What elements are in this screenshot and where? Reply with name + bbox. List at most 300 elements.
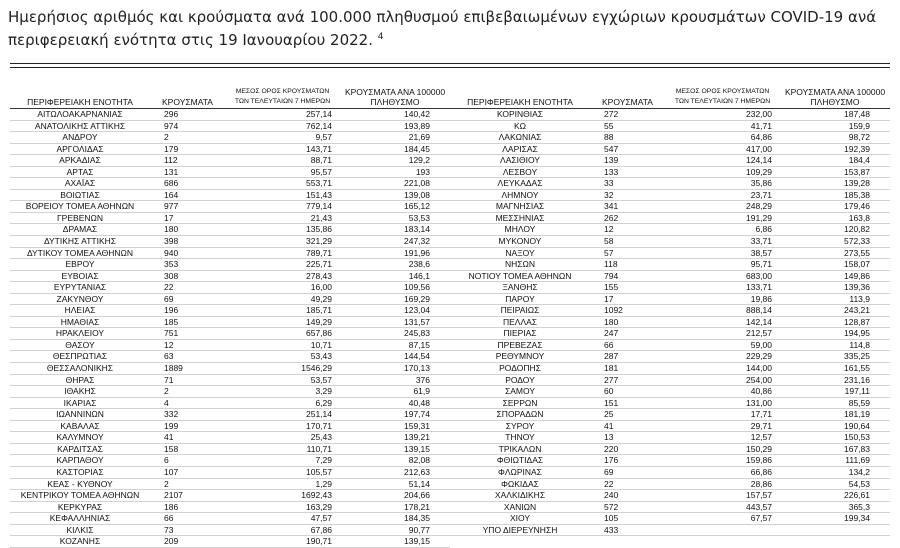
cell-seven-day-average: 779,14	[306, 201, 332, 212]
cell-seven-day-average: 29,71	[750, 420, 772, 431]
cell-seven-day-average: 7,29	[315, 455, 332, 466]
cell-per-100k: 167,83	[844, 443, 870, 454]
table-row	[450, 375, 890, 387]
cell-per-100k: 153,87	[844, 166, 870, 177]
table-row	[450, 201, 890, 213]
top-rule-second	[10, 67, 890, 68]
left-table-header	[10, 70, 450, 107]
cell-per-100k: 197,74	[404, 409, 430, 420]
table-row	[10, 213, 450, 225]
cell-seven-day-average: 66,86	[750, 466, 772, 477]
cell-region: ΠΑΡΟΥ	[505, 293, 535, 304]
cell-cases: 151	[604, 397, 619, 408]
cell-region: ΕΥΒΟΙΑΣ	[61, 270, 99, 281]
cell-cases: 41	[604, 420, 614, 431]
table-row	[450, 190, 890, 202]
cell-seven-day-average: 110,71	[306, 443, 332, 454]
cell-seven-day-average: 185,71	[306, 305, 332, 316]
table-row	[10, 282, 450, 294]
cell-cases: 977	[164, 201, 179, 212]
header-per-line2: ΠΛΗΘΥΣΜΟ	[370, 97, 420, 107]
table-row	[10, 490, 450, 502]
cell-cases: 13	[604, 432, 614, 443]
cell-per-100k: 150,53	[844, 432, 870, 443]
cell-cases: 58	[604, 236, 614, 247]
cell-region: ΤΡΙΚΑΛΩΝ	[498, 443, 542, 454]
cell-cases: 25	[604, 409, 614, 420]
cell-per-100k: 139,15	[404, 443, 430, 454]
cell-per-100k: 158,07	[844, 259, 870, 270]
cell-per-100k: 243,21	[844, 305, 870, 316]
cell-region: ΔΥΤΙΚΗΣ ΑΤΤΙΚΗΣ	[43, 236, 117, 247]
cell-region: ΔΡΑΜΑΣ	[62, 224, 98, 235]
table-row	[450, 317, 890, 329]
cell-seven-day-average: 109,29	[746, 166, 772, 177]
cell-region: ΚΑΡΔΙΤΣΑΣ	[57, 443, 103, 454]
top-rule	[10, 63, 890, 64]
table-row	[10, 479, 450, 491]
cell-seven-day-average: 40,86	[750, 386, 772, 397]
cell-per-100k: 191,96	[404, 247, 430, 258]
header-cases: ΚΡΟΥΣΜΑΤΑ	[162, 97, 213, 107]
cell-seven-day-average: 789,71	[306, 247, 332, 258]
cell-seven-day-average: 25,43	[310, 432, 332, 443]
cell-cases: 572	[604, 501, 619, 512]
cell-cases: 686	[164, 178, 179, 189]
table-row	[10, 144, 450, 156]
cell-cases: 353	[164, 259, 179, 270]
table-row	[10, 502, 450, 514]
cell-region: ΚΙΛΚΙΣ	[66, 524, 94, 535]
cell-per-100k: 197,11	[844, 386, 870, 397]
cell-seven-day-average: 12,57	[750, 432, 772, 443]
header-avg-line2: ΤΩΝ ΤΕΛΕΥΤΑΙΩΝ 7 ΗΜΕΡΩΝ	[234, 98, 331, 105]
cell-region: ΤΗΝΟΥ	[505, 432, 535, 443]
cell-seven-day-average: 49,29	[310, 293, 332, 304]
table-row	[10, 132, 450, 144]
cell-region: ΚΟΖΑΝΗΣ	[59, 536, 101, 547]
table-row	[10, 351, 450, 363]
cell-cases: 751	[164, 328, 179, 339]
cell-seven-day-average: 9,57	[315, 132, 332, 143]
left-data-table	[10, 109, 450, 548]
cell-region: ΑΡΤΑΣ	[66, 166, 94, 177]
cell-seven-day-average: 248,29	[746, 201, 772, 212]
cell-per-100k: 161,55	[844, 363, 870, 374]
cell-seven-day-average: 151,43	[306, 189, 332, 200]
cell-region: ΑΧΑΪΑΣ	[64, 178, 96, 189]
header-seven-day-average	[225, 87, 340, 107]
cell-cases: 22	[164, 282, 174, 293]
cell-cases: 12	[164, 339, 174, 350]
cell-seven-day-average: 212,57	[746, 328, 772, 339]
cell-seven-day-average: 19,86	[750, 293, 772, 304]
table-row	[10, 294, 450, 306]
cell-region: ΗΛΕΙΑΣ	[64, 305, 96, 316]
cell-per-100k: 179,46	[844, 201, 870, 212]
title-text: Ημερήσιος αριθμός και κρούσματα ανά 100.000 πληθυσμού επιβεβαιωμένων εγχώριων κρουσμάτων COVID-19 ανά περιφερειακή ενότητα στις 19 Ιανουαρίου 2022.	[8, 8, 877, 49]
table-row	[10, 224, 450, 236]
cell-cases: 105	[604, 513, 619, 524]
cell-region: ΝΗΣΩΝ	[504, 259, 536, 270]
cell-per-100k: 139,15	[404, 536, 430, 547]
cell-cases: 2107	[164, 490, 183, 501]
cell-seven-day-average: 163,29	[306, 501, 332, 512]
cell-region: ΚΩ	[513, 120, 527, 131]
table-row	[10, 271, 450, 283]
header-avg-line1: ΜΕΣΟΣ ΟΡΟΣ ΚΡΟΥΣΜΑΤΩΝ	[235, 88, 330, 95]
cell-cases: 131	[164, 166, 179, 177]
cell-cases: 73	[164, 524, 174, 535]
table-row	[450, 455, 890, 467]
cell-per-100k: 165,12	[404, 201, 430, 212]
cell-cases: 2	[164, 386, 169, 397]
cell-cases: 308	[164, 270, 179, 281]
cell-cases: 180	[164, 224, 179, 235]
cell-per-100k: 221,08	[404, 178, 430, 189]
cell-seven-day-average: 1546,29	[301, 363, 332, 374]
cell-seven-day-average: 278,43	[306, 270, 332, 281]
cell-cases: 433	[604, 524, 619, 535]
table-row	[10, 305, 450, 317]
cell-region: ΘΑΣΟΥ	[65, 339, 95, 350]
cell-region: ΣΠΟΡΑΔΩΝ	[496, 409, 544, 420]
cell-per-100k: 131,57	[404, 316, 430, 327]
table-row	[450, 236, 890, 248]
cell-cases: 22	[604, 478, 614, 489]
cell-seven-day-average: 144,00	[746, 363, 772, 374]
table-row	[450, 386, 890, 398]
cell-region: ΡΟΔΟΥ	[505, 374, 535, 385]
cell-per-100k	[780, 525, 890, 536]
cell-per-100k: 199,34	[844, 513, 870, 524]
cell-per-100k: 181,19	[844, 409, 870, 420]
cell-region: ΒΟΙΩΤΙΑΣ	[60, 189, 100, 200]
cell-region: ΧΑΛΚΙΔΙΚΗΣ	[494, 490, 546, 501]
cell-per-100k: 120,82	[844, 224, 870, 235]
table-row	[450, 513, 890, 525]
cell-seven-day-average: 170,71	[306, 420, 332, 431]
cell-cases: 1889	[164, 363, 183, 374]
cell-region: ΗΜΑΘΙΑΣ	[60, 316, 100, 327]
table-row	[450, 467, 890, 479]
cell-region: ΧΙΟΥ	[509, 513, 531, 524]
cell-cases: 41	[164, 432, 174, 443]
cell-cases: 118	[604, 259, 618, 270]
cell-cases: 71	[164, 374, 174, 385]
cell-per-100k: 144,54	[404, 351, 430, 362]
table-row	[10, 201, 450, 213]
table-row	[10, 167, 450, 179]
cell-per-100k: 187,48	[844, 109, 870, 119]
cell-cases: 32	[604, 189, 614, 200]
table-row	[10, 190, 450, 202]
cell-per-100k: 114,8	[849, 339, 870, 350]
cell-region: ΚΟΡΙΝΘΙΑΣ	[496, 109, 544, 119]
header-per-line2: ΠΛΗΘΥΣΜΟ	[810, 97, 860, 107]
cell-cases: 6	[164, 455, 169, 466]
cell-cases: 547	[604, 143, 619, 154]
cell-per-100k: 193	[415, 166, 430, 177]
table-row	[450, 340, 890, 352]
cell-seven-day-average: 553,71	[306, 178, 332, 189]
cell-cases: 63	[164, 351, 174, 362]
cell-seven-day-average: 10,71	[310, 339, 332, 350]
cell-cases: 209	[164, 536, 179, 547]
table-row	[10, 467, 450, 479]
cell-seven-day-average: 683,00	[746, 270, 772, 281]
cell-region: ΛΗΜΝΟΥ	[501, 189, 539, 200]
cell-seven-day-average: 143,71	[306, 143, 332, 154]
table-row	[450, 328, 890, 340]
table-row	[450, 421, 890, 433]
table-row	[10, 121, 450, 133]
cell-region: ΛΕΣΒΟΥ	[502, 166, 538, 177]
cell-cases: 220	[604, 443, 619, 454]
cell-per-100k: 159,9	[848, 120, 870, 131]
cell-cases: 180	[604, 316, 619, 327]
table-row	[450, 305, 890, 317]
cell-region: ΛΑΡΙΣΑΣ	[502, 143, 538, 154]
cell-region: ΚΕΦΑΛΛΗΝΙΑΣ	[49, 513, 111, 524]
cell-per-100k: 212,63	[404, 466, 430, 477]
cell-region: ΣΥΡΟΥ	[505, 420, 535, 431]
table-row	[450, 271, 890, 283]
cell-per-100k: 183,14	[404, 224, 430, 235]
cell-region: ΜΕΣΣΗΝΙΑΣ	[495, 212, 545, 223]
cell-region: ΗΡΑΚΛΕΙΟΥ	[55, 328, 105, 339]
cell-seven-day-average: 150,29	[746, 443, 772, 454]
cell-seven-day-average: 254,00	[746, 374, 772, 385]
cell-cases: 164	[164, 189, 179, 200]
cell-per-100k: 163,8	[848, 212, 870, 223]
cell-cases: 12	[604, 224, 614, 235]
cell-seven-day-average: 157,57	[746, 490, 772, 501]
cell-cases: 88	[604, 132, 614, 143]
cell-per-100k: 85,59	[848, 397, 870, 408]
cell-cases: 4	[164, 397, 169, 408]
table-row	[450, 259, 890, 271]
cell-region: ΦΛΩΡΙΝΑΣ	[498, 466, 542, 477]
cell-region: ΜΑΓΝΗΣΙΑΣ	[495, 201, 545, 212]
cell-seven-day-average: 53,57	[310, 374, 332, 385]
cell-cases: 57	[604, 247, 614, 258]
cell-cases: 2	[164, 132, 169, 143]
cell-region: ΛΑΣΙΘΙΟΥ	[500, 155, 540, 166]
table-row	[450, 121, 890, 133]
cell-per-100k: 169,29	[404, 293, 430, 304]
cell-cases: 1092	[604, 305, 623, 316]
cell-region: ΠΡΕΒΕΖΑΣ	[497, 339, 543, 350]
cell-cases: 332	[164, 409, 179, 420]
title-footnote: 4	[377, 32, 384, 42]
right-data-table	[450, 109, 890, 536]
cell-seven-day-average: 105,57	[306, 466, 332, 477]
table-row	[10, 236, 450, 248]
cell-region: ΚΑΡΠΑΘΟΥ	[56, 455, 104, 466]
header-avg-line1: ΜΕΣΟΣ ΟΡΟΣ ΚΡΟΥΣΜΑΤΩΝ	[675, 88, 770, 95]
cell-per-100k: 365,3	[848, 501, 870, 512]
cell-per-100k: 231,16	[844, 374, 870, 385]
cell-cases: 112	[164, 155, 178, 166]
cell-seven-day-average: 64,86	[750, 132, 772, 143]
table-row	[10, 444, 450, 456]
table-row	[450, 213, 890, 225]
cell-per-100k: 572,33	[844, 236, 870, 247]
cell-region: ΒΟΡΕΙΟΥ ΤΟΜΕΑ ΑΘΗΝΩΝ	[25, 201, 135, 212]
table-row	[450, 479, 890, 491]
cell-per-100k: 139,28	[844, 178, 870, 189]
right-table-header	[450, 70, 890, 107]
cell-per-100k: 90,77	[408, 524, 430, 535]
cell-region: ΡΟΔΟΠΗΣ	[499, 363, 541, 374]
table-row	[10, 536, 450, 548]
cell-per-100k: 185,38	[844, 189, 870, 200]
header-avg-line2: ΤΩΝ ΤΕΛΕΥΤΑΙΩΝ 7 ΗΜΕΡΩΝ	[674, 98, 771, 105]
cell-region: ΔΥΤΙΚΟΥ ΤΟΜΕΑ ΑΘΗΝΩΝ	[26, 247, 134, 258]
cell-seven-day-average: 142,14	[746, 316, 772, 327]
table-row	[450, 490, 890, 502]
cell-cases: 69	[604, 466, 614, 477]
cell-region: ΚΑΣΤΟΡΙΑΣ	[56, 466, 104, 477]
cell-per-100k: 376	[415, 374, 430, 385]
cell-region: ΚΕΝΤΡΙΚΟΥ ΤΟΜΕΑ ΑΘΗΝΩΝ	[20, 490, 140, 501]
header-seven-day-average	[665, 87, 780, 107]
cell-per-100k: 159,31	[404, 420, 430, 431]
cell-cases: 66	[604, 339, 614, 350]
table-row	[10, 386, 450, 398]
cell-seven-day-average: 131,00	[746, 397, 772, 408]
cell-per-100k: 128,87	[844, 316, 870, 327]
cell-seven-day-average: 35,86	[750, 178, 772, 189]
header-region: ΠΕΡΙΦΕΡΕΙΑΚΗ ΕΝΟΤΗΤΑ	[27, 97, 133, 107]
cell-per-100k: 123,04	[404, 305, 430, 316]
cell-region: ΠΕΙΡΑΙΩΣ	[500, 305, 540, 316]
cell-cases: 155	[604, 282, 619, 293]
cell-seven-day-average: 95,71	[750, 259, 772, 270]
cell-per-100k: 53,53	[408, 212, 430, 223]
cell-seven-day-average: 135,86	[306, 224, 332, 235]
table-row	[10, 409, 450, 421]
cell-region: ΝΑΞΟΥ	[505, 247, 535, 258]
table-row	[10, 432, 450, 444]
cell-seven-day-average: 59,00	[750, 339, 772, 350]
cell-region: ΙΩΑΝΝΙΝΩΝ	[56, 409, 104, 420]
table-row	[450, 294, 890, 306]
table-row	[450, 155, 890, 167]
cell-region: ΝΟΤΙΟΥ ΤΟΜΕΑ ΑΘΗΝΩΝ	[468, 270, 572, 281]
cell-region: ΛΕΥΚΑΔΑΣ	[497, 178, 543, 189]
table-row	[450, 525, 890, 537]
table-row	[450, 444, 890, 456]
table-row	[450, 224, 890, 236]
cell-cases: 55	[604, 120, 614, 131]
cell-region: ΧΑΝΙΩΝ	[503, 501, 537, 512]
cell-region: ΛΑΚΩΝΙΑΣ	[498, 132, 542, 143]
table-row	[450, 144, 890, 156]
cell-seven-day-average: 33,71	[750, 236, 772, 247]
cell-region: ΙΚΑΡΙΑΣ	[63, 397, 97, 408]
table-row	[10, 421, 450, 433]
cell-region: ΙΘΑΚΗΣ	[64, 386, 96, 397]
cell-seven-day-average: 23,71	[750, 189, 772, 200]
cell-cases: 196	[164, 305, 179, 316]
cell-seven-day-average: 3,29	[315, 386, 332, 397]
cell-cases: 940	[164, 247, 179, 258]
cell-per-100k: 184,4	[848, 155, 870, 166]
cell-seven-day-average: 257,14	[306, 109, 332, 119]
table-row	[10, 155, 450, 167]
cell-per-100k: 134,2	[848, 466, 870, 477]
cell-region: ΕΥΡΥΤΑΝΙΑΣ	[53, 282, 107, 293]
cell-cases: 794	[604, 270, 619, 281]
cell-region: ΣΕΡΡΩΝ	[502, 397, 538, 408]
cell-cases: 181	[604, 363, 619, 374]
cell-per-100k: 140,42	[404, 109, 430, 119]
header-per-100k	[340, 87, 450, 107]
cell-per-100k: 113,9	[849, 293, 870, 304]
cell-seven-day-average: 321,29	[306, 236, 332, 247]
cell-per-100k: 111,69	[845, 455, 870, 466]
cell-per-100k: 21,69	[408, 132, 430, 143]
cell-region: ΞΑΝΘΗΣ	[502, 282, 538, 293]
cell-region: ΡΕΘΥΜΝΟΥ	[495, 351, 545, 362]
table-row	[10, 513, 450, 525]
cell-region: ΠΕΛΛΑΣ	[502, 316, 538, 327]
cell-per-100k: 146,1	[408, 270, 430, 281]
cell-region: ΘΕΣΣΑΛΟΝΙΚΗΣ	[46, 363, 114, 374]
cell-cases: 69	[164, 293, 174, 304]
cell-cases: 133	[604, 166, 619, 177]
cell-cases: 262	[604, 212, 619, 223]
cell-per-100k: 170,13	[404, 363, 430, 374]
cell-per-100k: 204,66	[404, 490, 430, 501]
header-per-line1: ΚΡΟΥΣΜΑΤΑ ΑΝΑ 100000	[344, 87, 446, 97]
cell-seven-day-average: 149,29	[306, 316, 332, 327]
table-row	[10, 248, 450, 260]
cell-per-100k: 139,21	[404, 432, 430, 443]
cell-region: ΚΕΑΣ - ΚΥΘΝΟΥ	[47, 478, 113, 489]
cell-per-100k: 98,72	[848, 132, 870, 143]
table-row	[450, 282, 890, 294]
cell-seven-day-average: 159,86	[746, 455, 772, 466]
cell-region: ΠΙΕΡΙΑΣ	[503, 328, 537, 339]
cell-seven-day-average: 67,86	[310, 524, 332, 535]
cell-seven-day-average: 762,14	[306, 120, 332, 131]
cell-per-100k: 184,45	[404, 143, 430, 154]
cell-region: ΖΑΚΥΝΘΟΥ	[56, 293, 104, 304]
cell-per-100k: 238,6	[408, 259, 430, 270]
cell-seven-day-average: 225,71	[306, 259, 332, 270]
cell-seven-day-average: 888,14	[746, 305, 772, 316]
cell-seven-day-average: 17,71	[750, 409, 772, 420]
cell-seven-day-average: 1,29	[315, 478, 332, 489]
cell-per-100k: 40,48	[408, 397, 430, 408]
cell-cases: 287	[604, 351, 619, 362]
table-row	[10, 340, 450, 352]
cell-per-100k: 178,21	[404, 501, 430, 512]
cell-seven-day-average: 133,71	[746, 282, 772, 293]
cell-seven-day-average: 38,57	[750, 247, 772, 258]
cell-cases: 199	[164, 420, 179, 431]
table-row	[450, 398, 890, 410]
cell-region: ΘΕΣΠΡΩΤΙΑΣ	[52, 351, 108, 362]
cell-per-100k: 139,36	[844, 282, 870, 293]
cell-cases: 33	[604, 178, 614, 189]
cell-region: ΚΕΡΚΥΡΑΣ	[57, 501, 103, 512]
cell-region: ΑΙΤΩΛΟΑΚΑΡΝΑΝΙΑΣ	[37, 109, 123, 119]
table-row	[450, 178, 890, 190]
